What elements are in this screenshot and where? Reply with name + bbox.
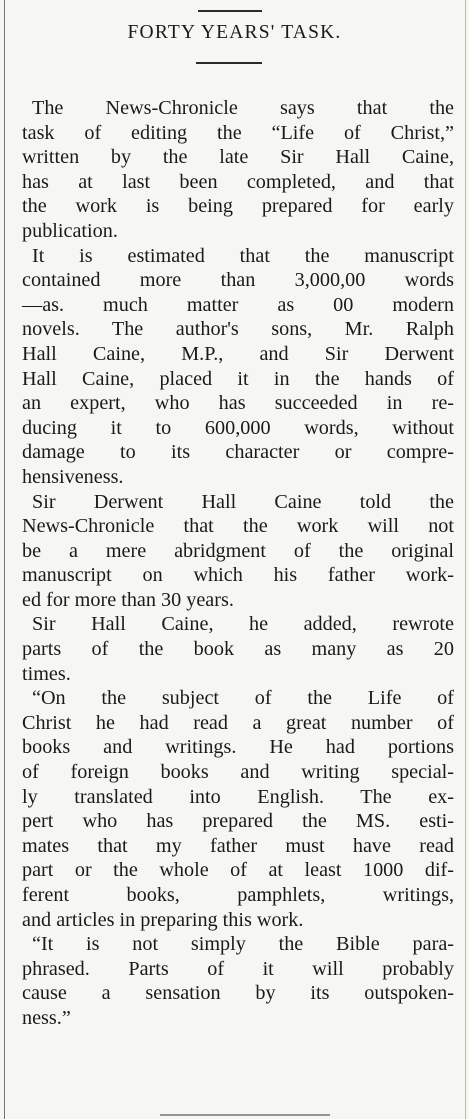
text-line: of foreign books and writing special-	[22, 761, 454, 784]
text-line: “It is not simply the Bible para-	[32, 933, 454, 956]
text-line: mates that my father must have read	[22, 834, 454, 857]
text-line: Christ he had read a great number of	[22, 711, 454, 734]
article-body	[22, 96, 454, 1031]
text-line: Sir Hall Caine, he added, rewrote	[32, 613, 454, 636]
text-line: manuscript on which his father work-	[22, 564, 454, 587]
text-line: “On the subject of the Life of	[32, 687, 454, 710]
headline-top-rule	[198, 10, 262, 12]
text-line: phrased. Parts of it will probably	[22, 957, 454, 980]
text-line: contained more than 3,000,00 words	[22, 269, 454, 292]
headline-bottom-rule	[196, 62, 262, 64]
text-line: ducing it to 600,000 words, without	[22, 416, 454, 439]
text-line: novels. The author's sons, Mr. Ralph	[22, 318, 454, 341]
text-line: books and writings. He had portions	[22, 736, 454, 759]
text-line: Hall Caine, placed it in the hands of	[22, 367, 454, 390]
text-line: News-Chronicle that the work will not	[22, 515, 454, 538]
text-line: and articles in preparing this work.	[22, 908, 304, 931]
text-line: has at last been completed, and that	[22, 170, 454, 193]
text-line: times.	[22, 662, 71, 685]
article-headline: FORTY YEARS' TASK.	[127, 22, 342, 43]
text-line: ly translated into English. The ex-	[22, 785, 454, 808]
text-line: pert who has prepared the MS. esti-	[22, 810, 454, 833]
text-line: —as. much matter as 00 modern	[22, 293, 454, 316]
text-line: Hall Caine, M.P., and Sir Derwent	[22, 342, 454, 365]
text-line: written by the late Sir Hall Caine,	[22, 146, 454, 169]
text-line: be a mere abridgment of the original	[22, 539, 454, 562]
text-line: part or the whole of at least 1000 dif-	[22, 859, 454, 882]
column-bottom-rule	[160, 1114, 330, 1116]
text-line: It is estimated that the manuscript	[32, 244, 454, 267]
text-line: an expert, who has succeeded in re-	[22, 392, 454, 415]
text-line: Sir Derwent Hall Caine told the	[32, 490, 454, 513]
text-line: The News-Chronicle says that the	[32, 97, 454, 119]
text-line: task of editing the “Life of Christ,”	[22, 121, 454, 144]
text-line: parts of the book as many as 20	[22, 638, 454, 661]
text-line: ness.”	[22, 1006, 71, 1029]
column-right-rule	[465, 0, 466, 1119]
column-left-rule	[4, 0, 5, 1119]
text-line: cause a sensation by its outspoken-	[22, 982, 454, 1005]
text-line: ferent books, pamphlets, writings,	[22, 884, 454, 906]
text-line: damage to its character or compre-	[22, 441, 454, 464]
text-line: publication.	[22, 219, 118, 242]
text-line: ed for more than 30 years.	[22, 588, 234, 611]
text-line: the work is being prepared for early	[22, 195, 454, 218]
text-line: hensiveness.	[22, 465, 124, 488]
